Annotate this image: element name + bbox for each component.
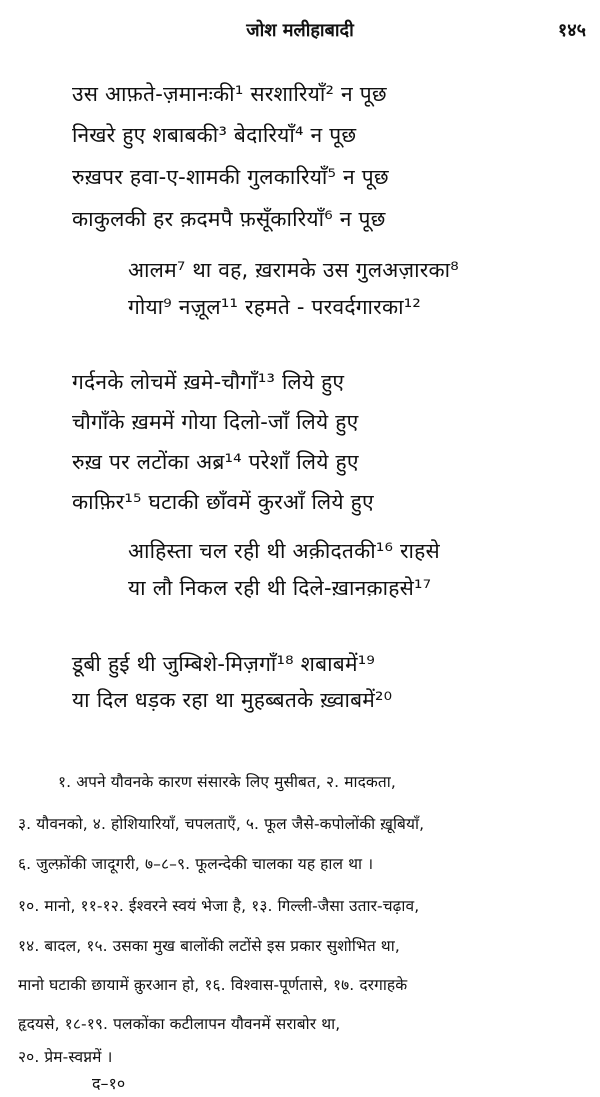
footnote-line: १. अपने यौवनके कारण संसारके लिए मुसीबत, २. मादकता, [58,773,396,791]
verse-line: निखरे हुए शबाबकी³ बेदारियाँ⁴ न पूछ [72,123,357,147]
refrain-line: आलम⁷ था वह, ख़रामके उस गुलअज़ारका⁸ [128,258,459,282]
page-number: १४५ [557,20,586,41]
footnote-line: २०. प्रेम-स्वप्नमें । [18,1048,113,1066]
refrain-line: आहिस्ता चल रही थी अक़ीदतकी¹⁶ राहसे [128,539,440,563]
footnote-line: १०. मानो, ११-१२. ईश्वरने स्वयं भेजा है, १३. गिल्ली-जैसा उतार-चढ़ाव, [18,897,420,915]
verse-line: रुख़ पर लटोंका अब्र¹⁴ परेशाँ लिये हुए [72,450,359,474]
refrain-line: या लौ निकल रही थी दिले-ख़ानक़ाहसे¹⁷ [128,576,432,600]
footnote-line: हृदयसे, १८-१९. पलकोंका कटीलापन यौवनमें सराबोर था, [18,1015,341,1033]
signature-mark: द–१० [92,1074,126,1093]
page-header [0,16,600,48]
footnote-line: ३. यौवनको, ४. होशियारियाँ, चपलताएँ, ५. फूल जैसे-कपोलोंकी ख़ूबियाँ, [18,815,425,833]
verse-line: उस आफ़ते-ज़मानःकी¹ सरशारियाँ² न पूछ [72,82,387,106]
verse-line: काकुलकी हर क़दमपै फ़सूँकारियाँ⁶ न पूछ [72,207,386,231]
footnote-line: ६. जुल्फ़ोंकी जादूगरी, ७–८–९. फूलन्देकी चालका यह हाल था । [18,855,374,873]
running-title: जोश मलीहाबादी [246,20,354,41]
refrain-line: गोया⁹ नज़ूल¹¹ रहमते - परवर्दगारका¹² [128,295,421,319]
verse-line: काफ़िर¹⁵ घटाकी छाँवमें कुरआँ लिये हुए [72,490,374,514]
footnote-line: १४. बादल, १५. उसका मुख बालोंकी लटोंसे इस प्रकार सुशोभित था, [18,937,400,955]
verse-line: चौगाँके ख़ममें गोया दिलो-जाँ लिये हुए [72,410,359,434]
verse-line: गर्दनके लोचमें ख़मे-चौगाँ¹³ लिये हुए [72,370,345,394]
verse-line: रुख़पर हवा-ए-शामकी गुलकारियाँ⁵ न पूछ [72,165,389,189]
footnote-line: मानो घटाकी छायामें क़ुरआन हो, १६. विश्वास-पूर्णतासे, १७. दरगाहके [18,976,408,994]
verse-line: डूबी हुई थी जुम्बिशे-मिज़गाँ¹⁸ शबाबमें¹⁹ [72,652,375,676]
verse-line: या दिल धड़क रहा था मुहब्बतके ख़्वाबमें²⁰ [72,688,393,712]
